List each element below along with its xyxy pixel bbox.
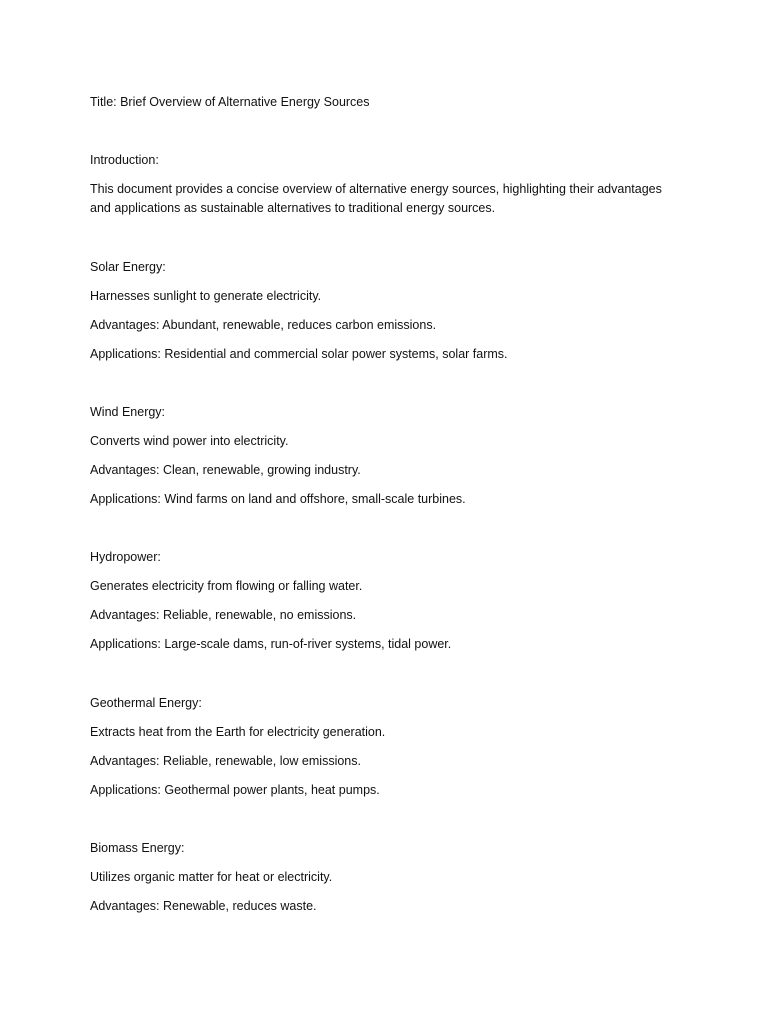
- section-advantages-solar: Advantages: Abundant, renewable, reduces carbon emissions.: [90, 318, 437, 332]
- section-description-hydropower: Generates electricity from flowing or falling water.: [90, 579, 363, 593]
- section-applications-geothermal: Applications: Geothermal power plants, heat pumps.: [90, 783, 380, 797]
- section-description-wind: Converts wind power into electricity.: [90, 434, 289, 448]
- section-description-geothermal: Extracts heat from the Earth for electricity generation.: [90, 725, 386, 739]
- section-advantages-hydropower: Advantages: Reliable, renewable, no emissions.: [90, 608, 357, 622]
- section-description-biomass: Utilizes organic matter for heat or electricity.: [90, 870, 333, 884]
- section-advantages-geothermal: Advantages: Reliable, renewable, low emissions.: [90, 754, 361, 768]
- section-applications-hydropower: Applications: Large-scale dams, run-of-river systems, tidal power.: [90, 637, 452, 651]
- section-applications-wind: Applications: Wind farms on land and offshore, small-scale turbines.: [90, 492, 466, 506]
- section-description-solar: Harnesses sunlight to generate electricity.: [90, 289, 322, 303]
- introduction-heading: Introduction:: [90, 153, 159, 167]
- section-advantages-wind: Advantages: Clean, renewable, growing industry.: [90, 463, 361, 477]
- section-heading-biomass: Biomass Energy:: [90, 841, 185, 855]
- section-heading-wind: Wind Energy:: [90, 405, 166, 419]
- document-title: Title: Brief Overview of Alternative Energy Sources: [90, 95, 370, 109]
- section-heading-geothermal: Geothermal Energy:: [90, 696, 202, 710]
- section-heading-solar: Solar Energy:: [90, 260, 166, 274]
- section-applications-solar: Applications: Residential and commercial solar power systems, solar farms.: [90, 347, 508, 361]
- section-heading-hydropower: Hydropower:: [90, 550, 161, 564]
- introduction-text-line-2: and applications as sustainable alternatives to traditional energy sources.: [90, 201, 496, 215]
- introduction-text-line-1: This document provides a concise overview of alternative energy sources, highlighting their advantages: [90, 182, 662, 196]
- section-advantages-biomass: Advantages: Renewable, reduces waste.: [90, 899, 317, 913]
